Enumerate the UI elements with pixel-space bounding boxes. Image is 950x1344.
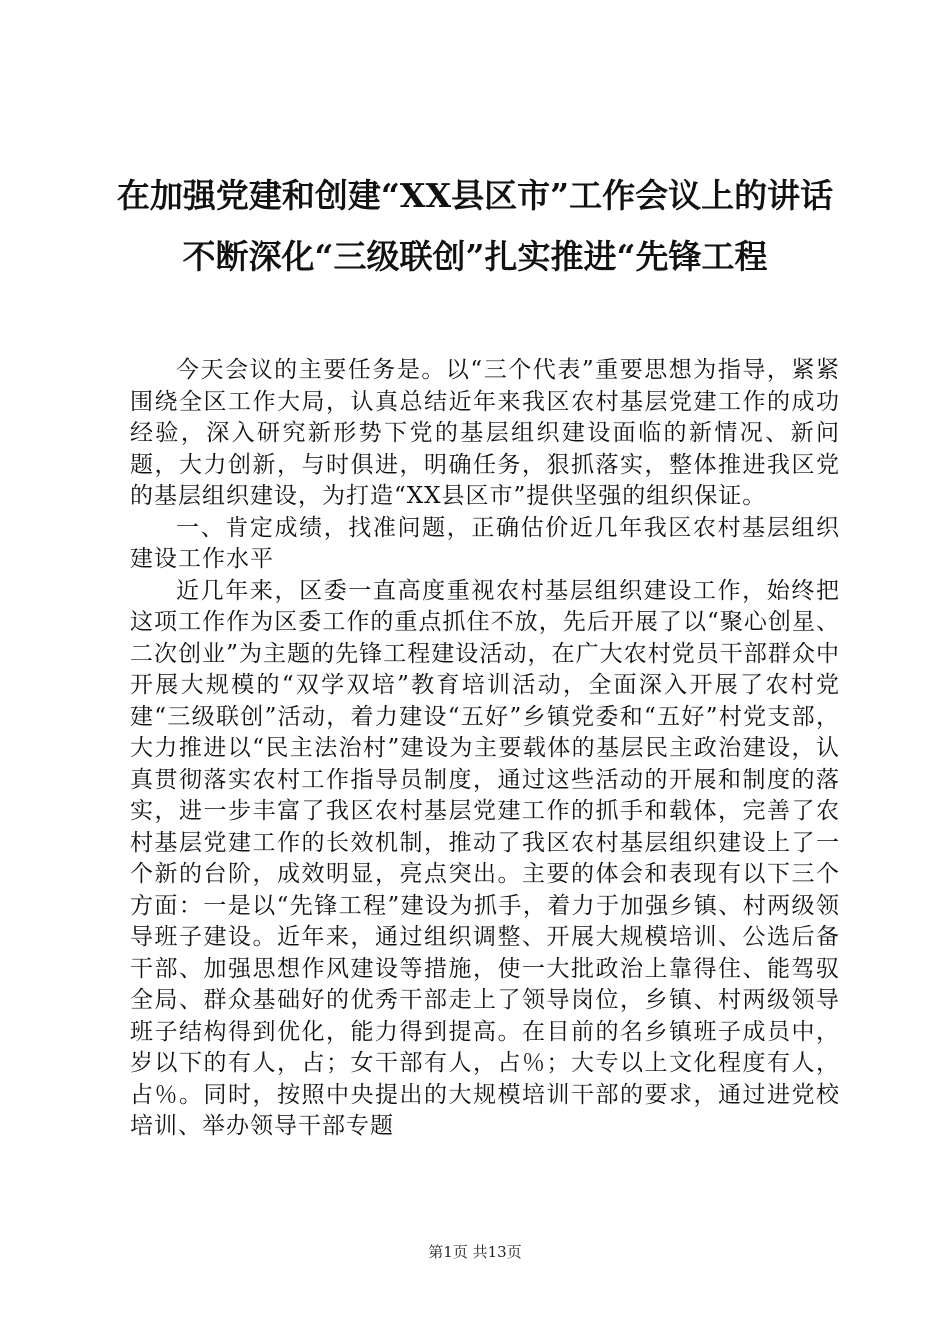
paragraph-achievements: 近几年来，区委一直高度重视农村基层组织建设工作，始终把这项工作作为区委工作的重点抓住不放，先后开展了以“聚心创星、二次创业”为主题的先锋工程建设活动，在广大农村党员干部群众中开展大规模的“双学双培”教育培训活动，全面深入开展了农村党建“三级联创”活动，着力建设“五好”乡镇党委和“五好”村党支部，大力推进以“民主法治村”建设为主要载体的基层民主政治建设，认真贯彻落实农村工作指导员制度，通过这些活动的开展和制度的落实，进一步丰富了我区农村基层党建工作的抓手和载体，完善了农村基层党建工作的长效机制，推动了我区农村基层组织建设上了一个新的台阶，成效明显，亮点突出。主要的体会和表现有以下三个方面：一是以“先锋工程”建设为抓手，着力于加强乡镇、村两级领导班子建设。近年来，通过组织调整、开展大规模培训、公选后备干部、加强思想作风建设等措施，使一大批政治上靠得住、能驾驭全局、群众基础好的优秀干部走上了领导岗位，乡镇、村两级领导班子结构得到优化，能力得到提高。在目前的名乡镇班子成员中，岁以下的有人，占；女干部有人，占％；大专以上文化程度有人，占％。同时，按照中央提出的大规模培训干部的要求，通过进党校培训、举办领导干部专题	[130, 577, 840, 1139]
document-title: 在加强党建和创建“XX县区市”工作会议上的讲话不断深化“三级联创”扎实推进“先锋工程	[116, 176, 834, 276]
section-heading-1: 一、肯定成绩，找准问题，正确估价近几年我区农村基层组织建设工作水平	[130, 514, 840, 572]
document-body	[130, 355, 840, 1143]
paragraph-intro: 今天会议的主要任务是。以“三个代表”重要思想为指导，紧紧围绕全区工作大局，认真总结近年来我区农村基层党建工作的成功经验，深入研究新形势下党的基层组织建设面临的新情况、新问题，大力创新，与时俱进，明确任务，狠抓落实，整体推进我区党的基层组织建设，为打造“XX县区市”提供坚强的组织保证。	[130, 357, 840, 509]
page-number-footer: 第1页 共13页	[428, 1243, 522, 1261]
